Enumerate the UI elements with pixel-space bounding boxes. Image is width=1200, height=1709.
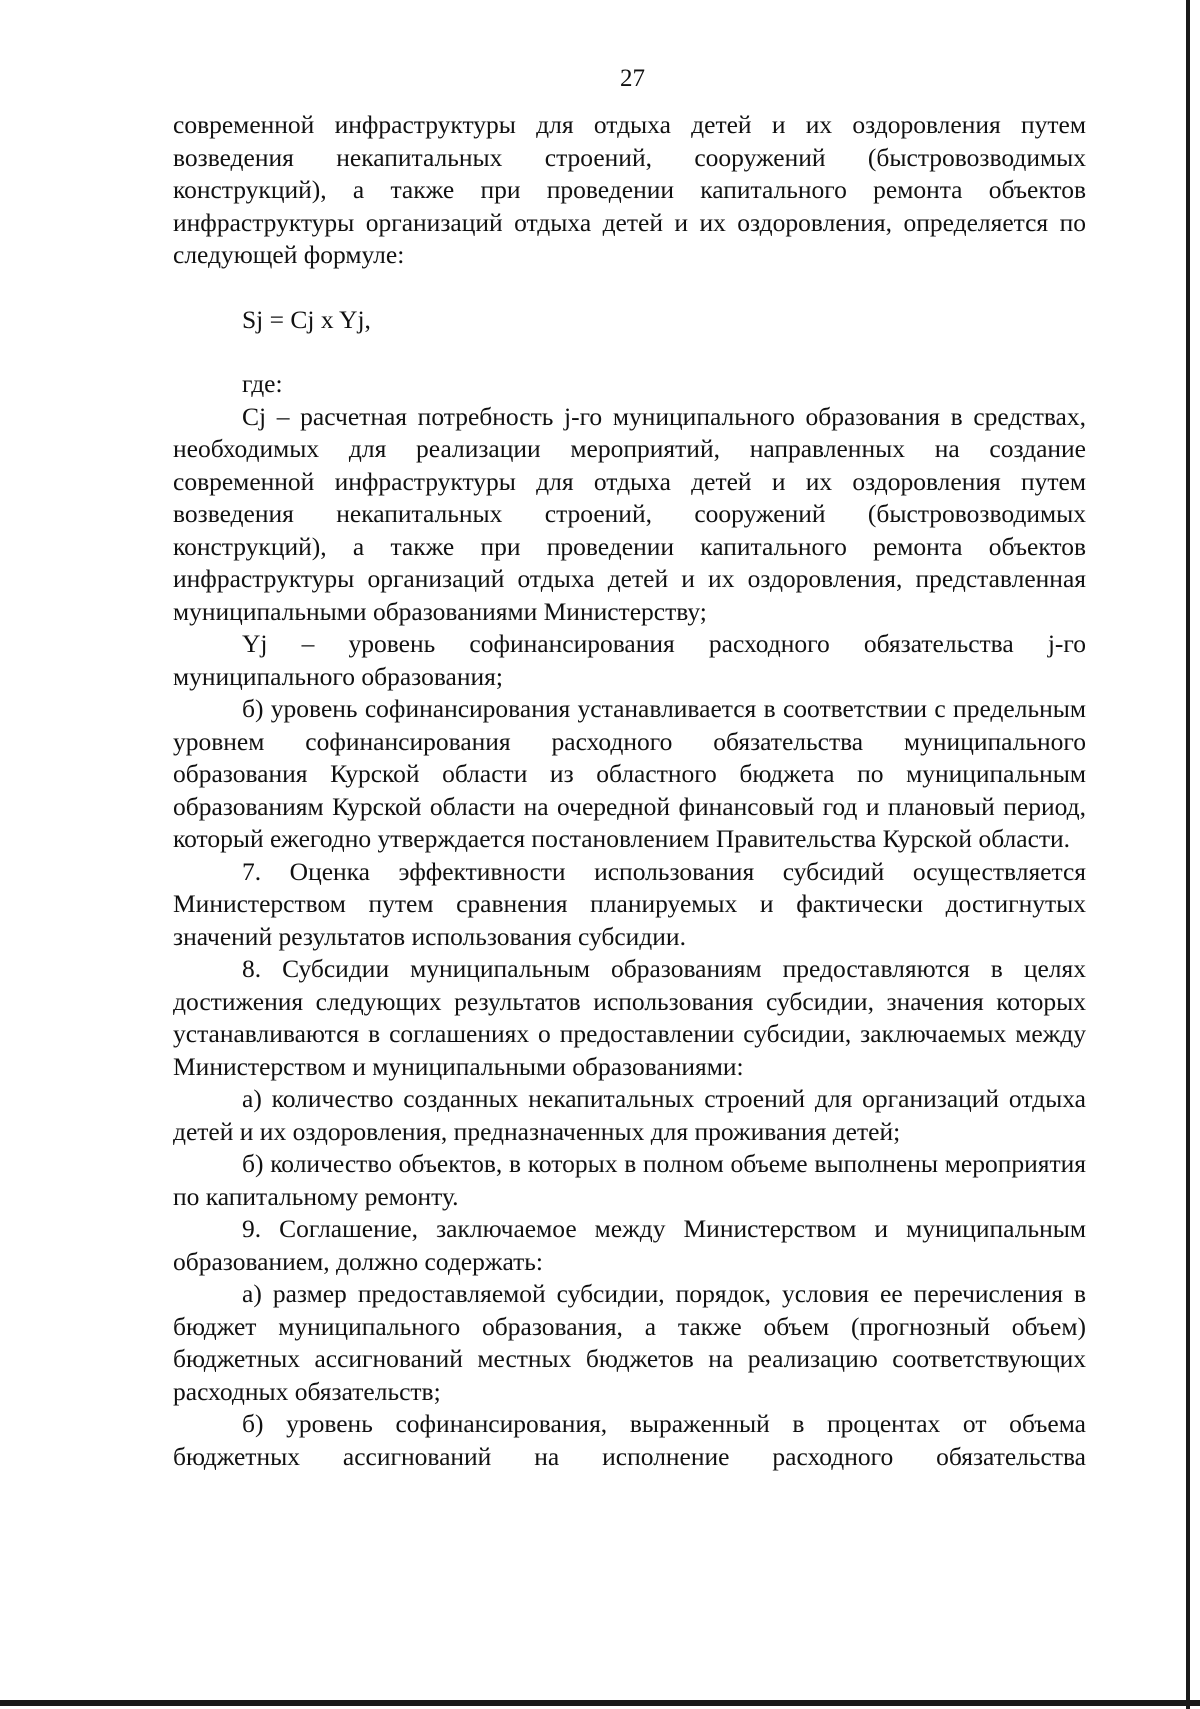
document-body	[173, 109, 1086, 1473]
paragraph-item-9b: б) уровень софинансирования, выраженный в процентах от объема бюджетных ассигнований на исполнение расходного обязательства	[173, 1409, 1086, 1471]
paragraph-item-8: 8. Субсидии муниципальным образованиям предоставляются в целях достижения следующих результатов использования субсидии, значения которых устанавливаются в соглашениях о предоставлении субсидии, заключаемых между Министерством и муниципальными образованиями:	[173, 954, 1086, 1081]
paragraph-cj-definition: Cj – расчетная потребность j-го муниципального образования в средствах, необходимых для реализации мероприятий, направленных на создание современной инфраструктуры для отдыха детей и их оздоровления путем возведения некапитальных строений, сооружений (быстровозводимых конструкций), а также при проведении капитального ремонта объектов инфраструктуры организаций отдыха детей и их оздоровления, представленная муниципальными образованиями Министерству;	[173, 401, 1086, 626]
page-number: 27	[620, 65, 645, 92]
paragraph-item-9a: а) размер предоставляемой субсидии, порядок, условия ее перечисления в бюджет муниципального образования, а также объем (прогнозный объем) бюджетных ассигнований местных бюджетов на реализацию соответствующих расходных обязательств;	[173, 1279, 1086, 1406]
paragraph-formula-intro: современной инфраструктуры для отдыха детей и их оздоровления путем возведения некапитальных строений, сооружений (быстровозводимых конструкций), а также при проведении капитального ремонта объектов инфраструктуры организаций отдыха детей и их оздоровления, определяется по следующей формуле:	[173, 110, 1086, 269]
paragraph-item-7: 7. Оценка эффективности использования субсидий осуществляется Министерством путем сравнения планируемых и фактически достигнутых значений результатов использования субсидии.	[173, 856, 1086, 951]
paragraph-item-9: 9. Соглашение, заключаемое между Министерством и муниципальным образованием, должно содержать:	[173, 1214, 1086, 1276]
formula: Sj = Cj x Yj,	[242, 304, 371, 334]
paragraph-item-8b: б) количество объектов, в которых в полном объеме выполнены мероприятия по капитальному ремонту.	[173, 1149, 1086, 1211]
page-edge-right	[1186, 0, 1190, 1709]
paragraph-yj-definition: Yj – уровень софинансирования расходного обязательства j-го муниципального образования;	[173, 629, 1086, 691]
paragraph-item-8a: а) количество созданных некапитальных строений для организаций отдыха детей и их оздоровления, предназначенных для проживания детей;	[173, 1084, 1086, 1146]
paragraph-cofinancing-level: б) уровень софинансирования устанавливается в соответствии с предельным уровнем софинансирования расходного обязательства муниципального образования Курской области из областного бюджета по муниципальным образованиям Курской области на очередной финансовый год и плановый период, который ежегодно утверждается постановлением Правительства Курской области.	[173, 694, 1086, 853]
paragraph-where: где:	[242, 369, 283, 398]
page-edge-bottom	[0, 1700, 1200, 1706]
